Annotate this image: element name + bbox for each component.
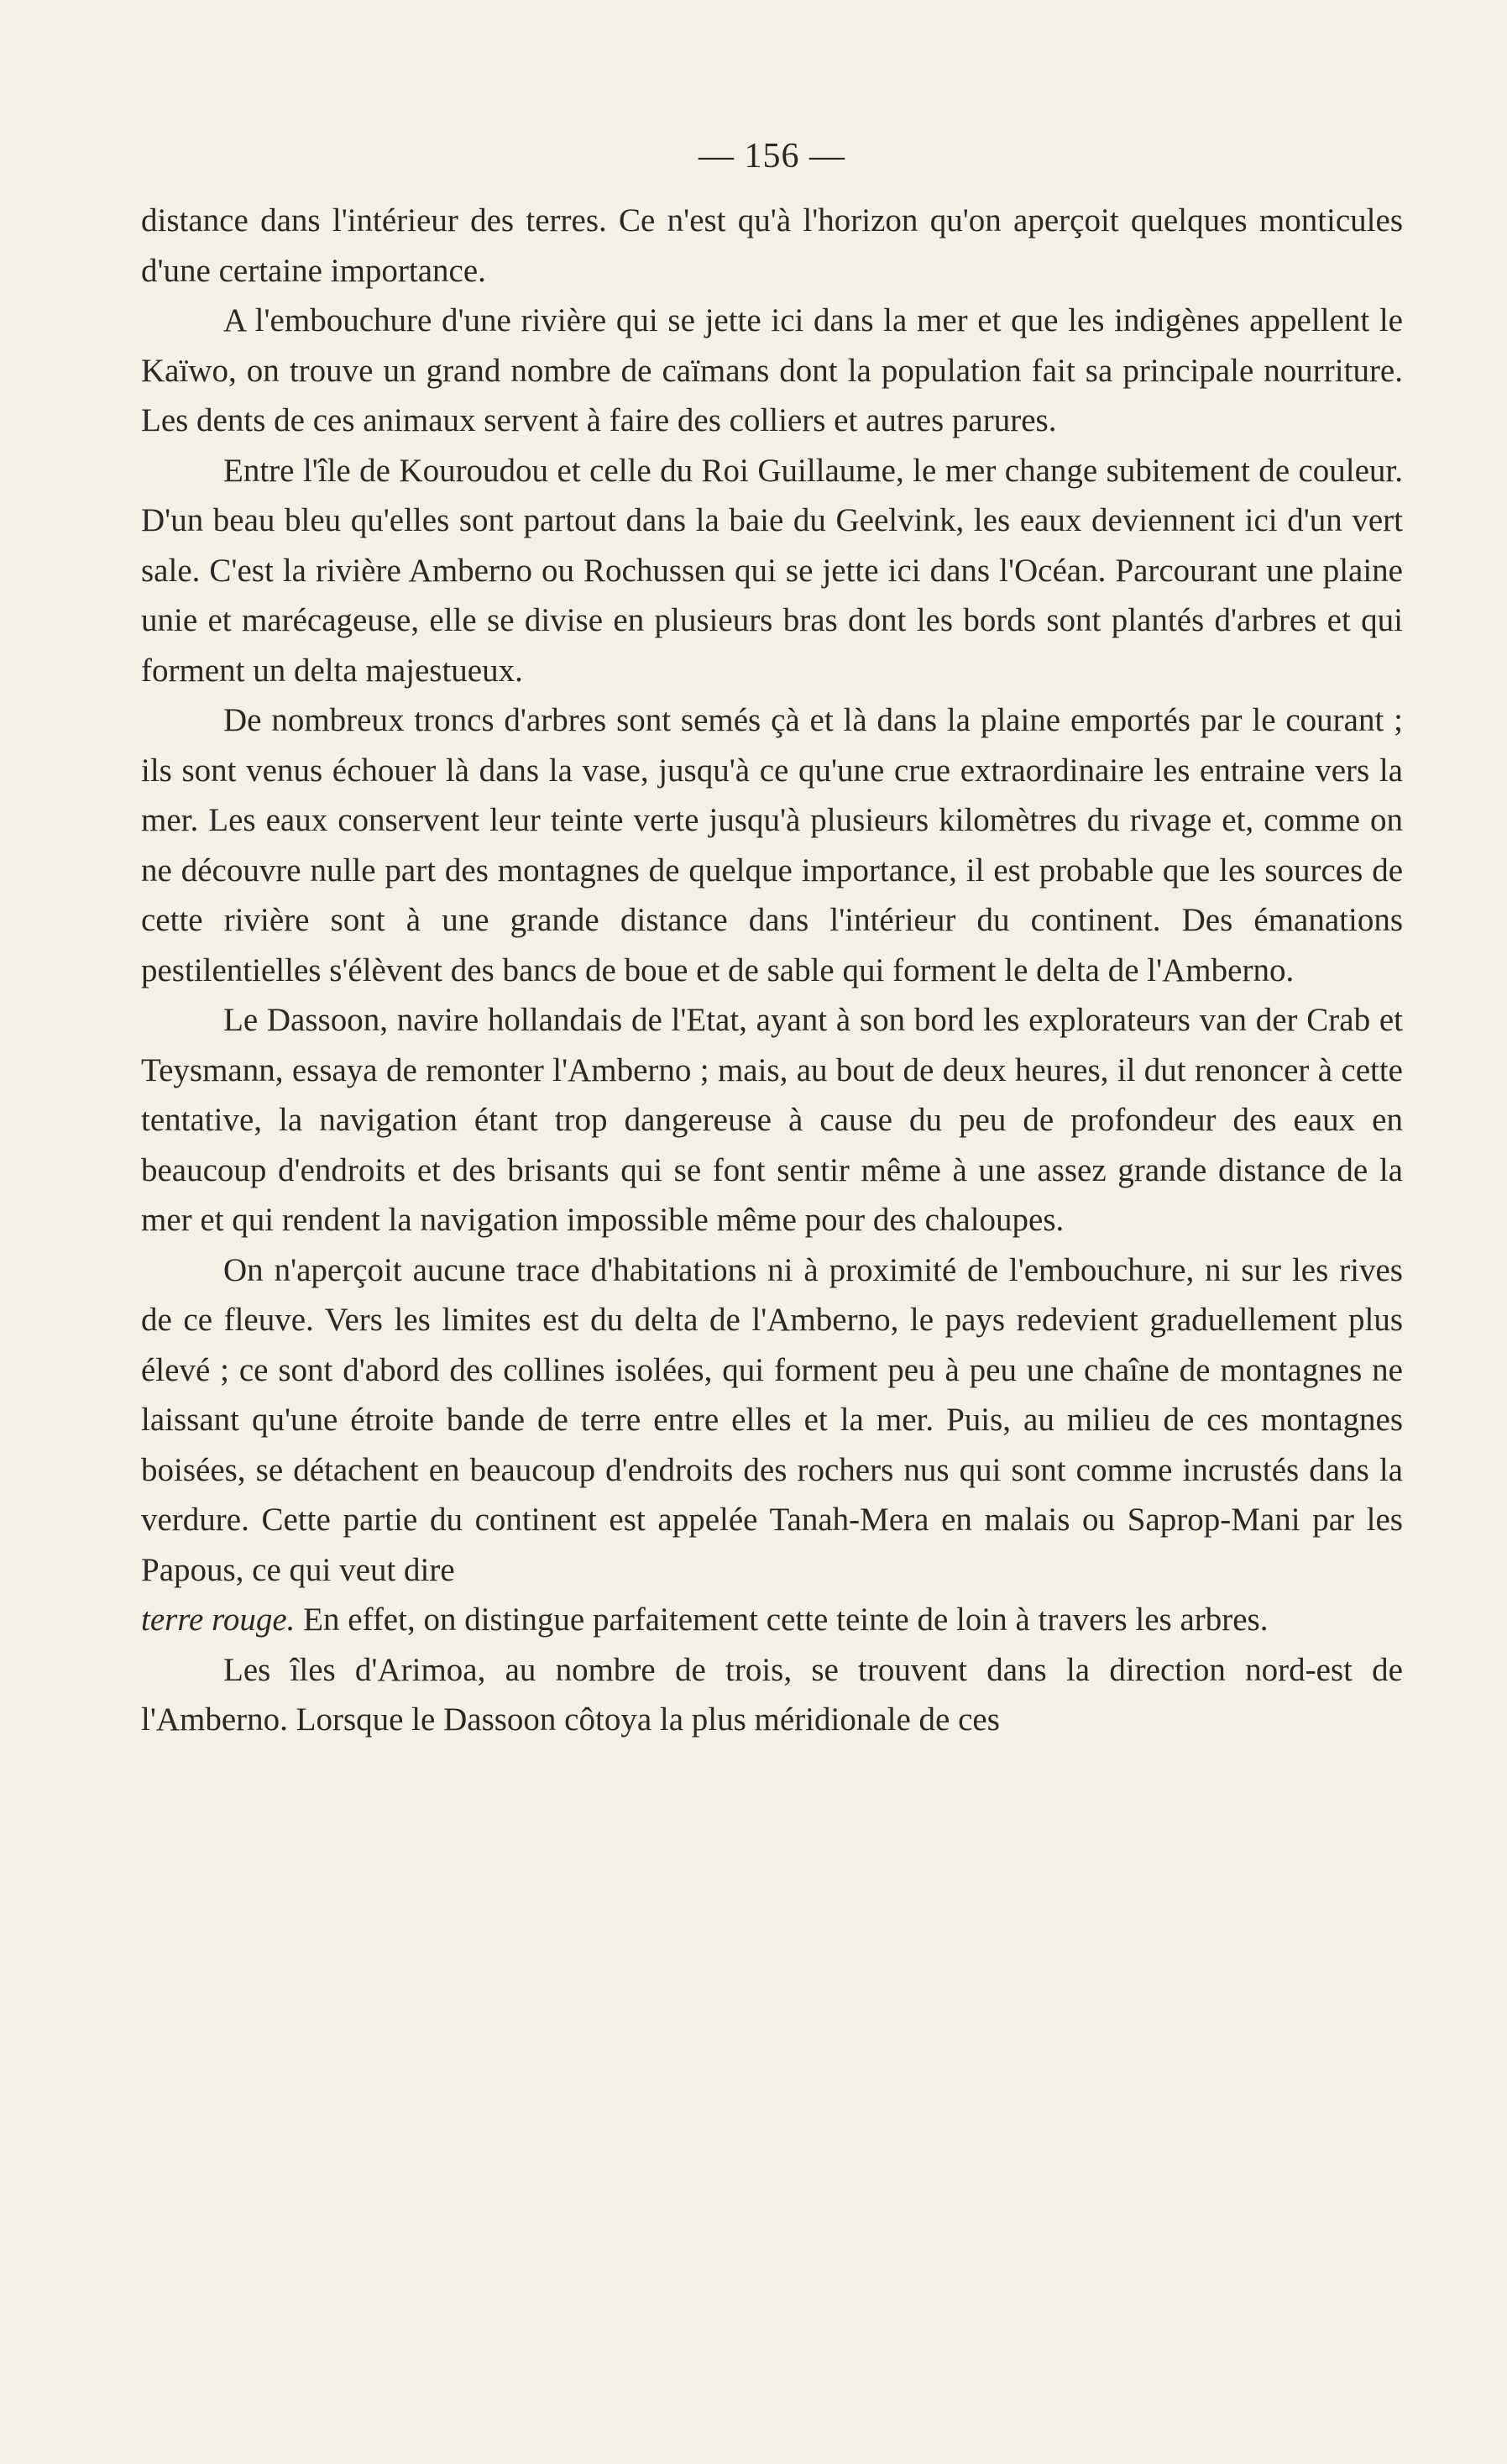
paragraph-continued: On n'aperçoit aucune trace d'habitations ni à proximité de l'embouchure, ni sur les rives de ce fleuve. Vers les limites est du delta de l'Amberno, le pays redevient graduellement plus élevé ; ce sont d'abord des collines isolées, qui forment peu à peu une chaîne de montagnes ne laissant qu'une étroite bande de terre entre elles et la mer. Puis, au milieu de ces montagnes boisées, se détachent en beaucoup d'endroits des rochers nus qui sont comme incrustés dans la verdure. Cette partie du continent est appelée Tanah-Mera en malais ou Saprop-Mani par les Papous, ce qui veut dire (141, 1251, 1403, 1588)
paragraph: Entre l'île de Kouroudou et celle du Roi Guillaume, le mer change subitement de couleur. D'un beau bleu qu'elles sont partout dans la baie du Geelvink, les eaux deviennent ici d'un vert sale. C'est la rivière Amberno ou Rochussen qui se jette ici dans l'Océan. Parcourant une plaine unie et marécageuse, elle se divise en plusieurs bras dont les bords sont plantés d'arbres et qui forment un delta majestueux. (141, 452, 1403, 689)
paragraph-tail: En effet, on distingue parfaitement cette teinte de loin à travers les arbres. (295, 1602, 1269, 1638)
paragraph: De nombreux troncs d'arbres sont semés çà et là dans la plaine emportés par le courant ; ils sont venus échouer là dans la vase, jusqu'à ce qu'une crue extraordinaire les entraine vers la mer. Les eaux conservent leur teinte verte jusqu'à plusieurs kilomètres du rivage et, comme on ne découvre nulle part des montagnes de quelque importance, il est probable que les sources de cette rivière sont à une grande distance dans l'intérieur du continent. Des émanations pestilentielles s'élèvent des bancs de boue et de sable qui forment le delta de l'Amberno. (141, 702, 1403, 988)
body-text (141, 196, 1403, 1745)
paragraph: Les îles d'Arimoa, au nombre de trois, se trouvent dans la direction nord-est de l'Amberno. Lorsque le Dassoon côtoya la plus méridionale de ces (141, 1651, 1403, 1738)
paragraph: A l'embouchure d'une rivière qui se jette ici dans la mer et que les indigènes appellent le Kaïwo, on trouve un grand nombre de caïmans dont la population fait sa principale nourriture. Les dents de ces animaux servent à faire des colliers et autres parures. (141, 302, 1403, 438)
paragraph: distance dans l'intérieur des terres. Ce n'est qu'à l'horizon qu'on aperçoit quelques monticules d'une certaine importance. (141, 202, 1403, 289)
page-number: — 156 — (699, 137, 845, 176)
paragraph-continuation (141, 1595, 1403, 1645)
italic-phrase: terre rouge. (141, 1602, 296, 1638)
paragraph: Le Dassoon, navire hollandais de l'Etat, ayant à son bord les explorateurs van der Crab et Teysmann, essaya de remonter l'Amberno ; mais, au bout de deux heures, il dut renoncer à cette tentative, la navigation étant trop dangereuse à cause du peu de profondeur des eaux en beaucoup d'endroits et des brisants qui se font sentir même à une assez grande distance de la mer et qui rendent la navigation impossible même pour des chaloupes. (141, 1002, 1403, 1238)
